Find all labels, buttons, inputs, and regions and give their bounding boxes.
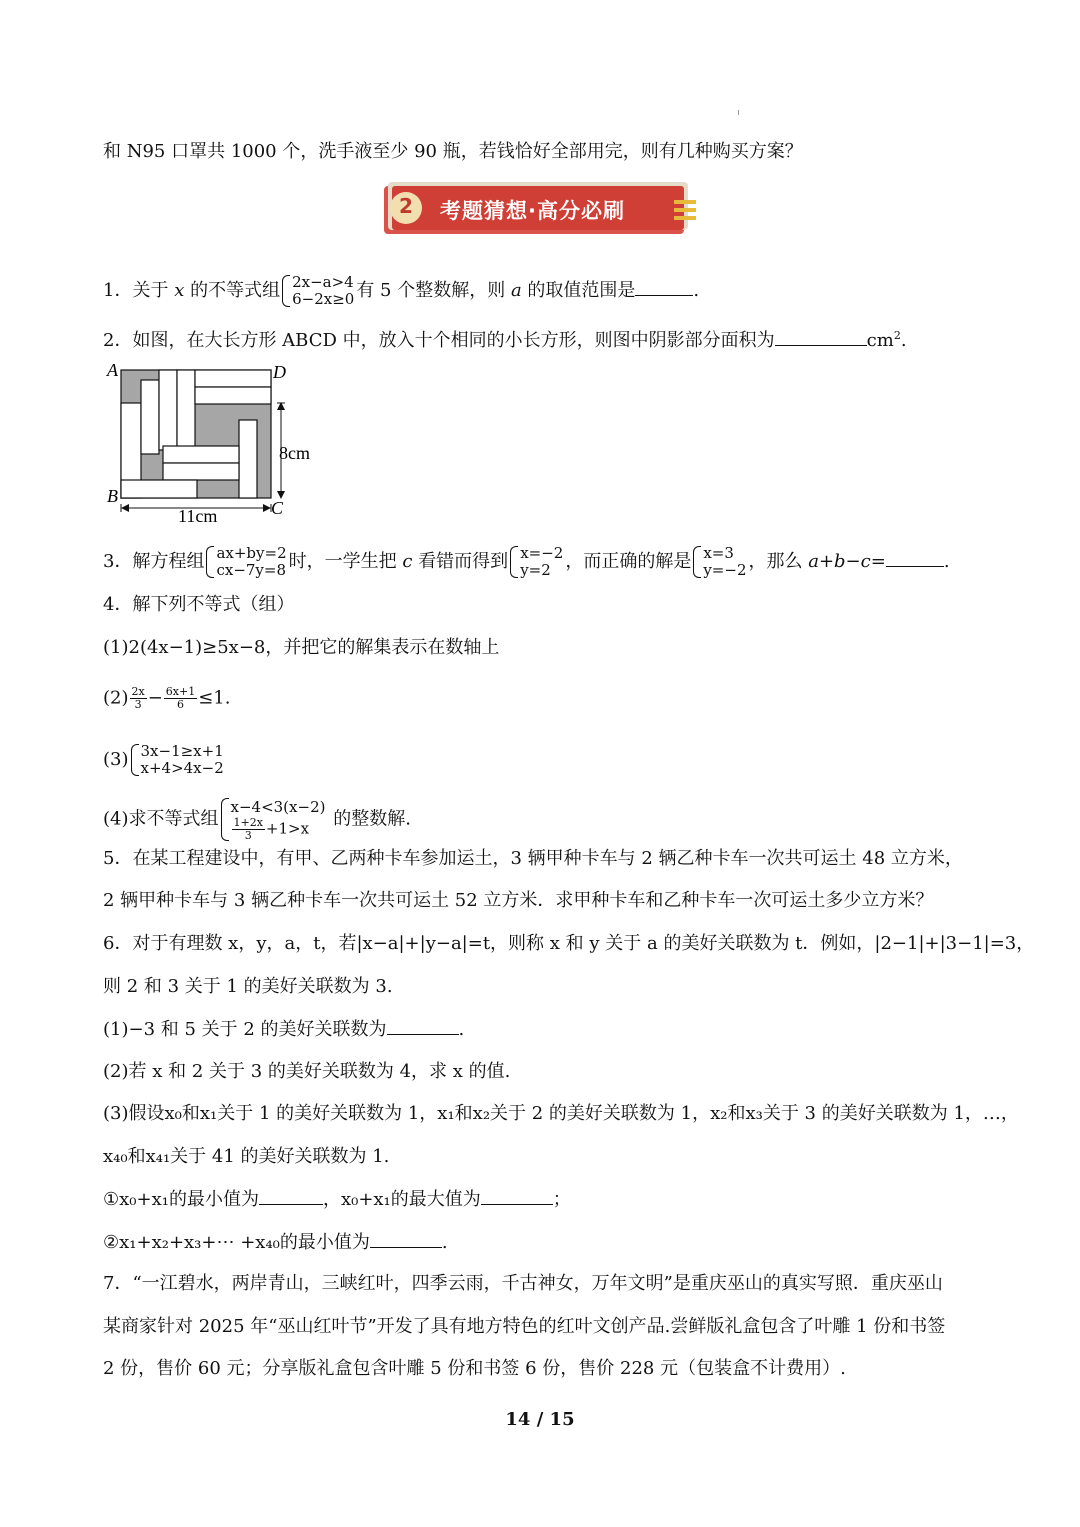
q2-end: . — [900, 330, 907, 351]
page-number: 14 / 15 — [505, 1409, 575, 1430]
q6p1-end: . — [458, 1019, 465, 1040]
q2-unit-sup: 2 — [893, 329, 901, 342]
q1-inequality-system — [282, 274, 354, 308]
q3-correct-solution — [693, 545, 746, 579]
q6s1-text-a: ①x₀+x₁的最小值为 — [103, 1189, 259, 1210]
frac-denominator: 3 — [244, 829, 252, 842]
q6s1-text-b: ，x₀+x₁的最大值为 — [322, 1189, 481, 1210]
q3-sys3-row2: y=−2 — [703, 561, 747, 579]
answer-blank[interactable] — [886, 550, 944, 567]
question-7-line-3: 2 份，售价 60 元；分享版礼盒包含叶雕 5 份和书签 6 份，售价 228 元（包装盒不计费用）. — [103, 1358, 846, 1379]
q4p3-row2: x+4>4x−2 — [140, 759, 224, 777]
label-d: D — [273, 362, 286, 382]
question-6-part-2: (2)若 x 和 2 关于 3 的美好关联数为 4，求 x 的值. — [103, 1061, 511, 1082]
rectangle-figure — [103, 358, 333, 528]
height-label: 8cm — [279, 443, 310, 463]
fraction-2x-over-3 — [130, 686, 147, 711]
q3-text-a: 3．解方程组 — [103, 551, 205, 572]
q4p2-end: ≤1. — [198, 687, 231, 709]
q3-text-e: ，那么 — [748, 551, 803, 572]
question-6-line-1: 6．对于有理数 x，y，a，t，若|x−a|+|y−a|=t，则称 x 和 y 关于 a 的美好关联数为 t．例如，|2−1|+|3−1|=3， — [103, 933, 1035, 954]
question-1 — [103, 274, 699, 308]
question-6-part-3-cont: x₄₀和x₄₁关于 41 的美好关联数为 1. — [103, 1146, 390, 1167]
q3-equation-system — [206, 545, 286, 579]
q1-var-x: x — [174, 280, 185, 301]
scan-mark — [738, 110, 739, 115]
label-a: A — [107, 360, 118, 380]
question-6-sub-2 — [103, 1231, 448, 1254]
q3-sys2-row2: y=2 — [520, 561, 551, 579]
q3-sys1-row1: ax+by=2 — [216, 544, 287, 562]
q4p4-row2 — [231, 817, 326, 842]
q4p4-row1: x−4<3(x−2) — [230, 798, 326, 816]
answer-blank[interactable] — [387, 1018, 459, 1035]
frac-denominator: 3 — [134, 698, 142, 711]
question-6-part-1 — [103, 1018, 464, 1041]
q6s2-text: ②x₁+x₂+x₃+⋯ +x₄₀的最小值为 — [103, 1232, 370, 1253]
q2-text: 2．如图，在大长方形 ABCD 中，放入十个相同的小长方形，则图中阴影部分面积为 — [103, 330, 775, 351]
q1-text-a: 1．关于 — [103, 280, 169, 301]
banner-title: 考题猜想·高分必刷 — [440, 199, 625, 223]
q3-wrong-solution — [510, 545, 563, 579]
q1-end: . — [693, 280, 700, 301]
frac-numerator: 1+2x — [233, 816, 263, 829]
question-6-sub-1 — [103, 1188, 571, 1211]
q4p3-prefix: (3) — [103, 749, 129, 770]
q6s1-end: ； — [552, 1189, 571, 1210]
q3-var-c: c — [402, 551, 413, 572]
label-c: C — [271, 498, 284, 518]
q1-text-d: 的取值范围是 — [527, 280, 636, 301]
q4p4-system — [221, 797, 326, 842]
question-4-part-4 — [103, 797, 411, 842]
question-4-title: 4．解下列不等式（组） — [103, 594, 295, 615]
q4p3-system — [131, 743, 224, 777]
q1-var-a: a — [510, 280, 522, 301]
question-5-line-1: 5．在某工程建设中，有甲、乙两种卡车参加运土，3 辆甲种卡车与 2 辆乙种卡车一次共可运土 48 立方米， — [103, 848, 963, 869]
q6s2-end: . — [441, 1232, 448, 1253]
question-2 — [103, 325, 907, 352]
answer-blank[interactable] — [259, 1188, 323, 1205]
q4p4-prefix: (4)求不等式组 — [103, 808, 219, 830]
answer-blank[interactable] — [635, 279, 693, 296]
q3-text-b: 时，一学生把 — [288, 551, 397, 572]
answer-blank[interactable] — [370, 1231, 442, 1248]
q1-text-b: 的不等式组 — [190, 280, 281, 301]
question-4-part-1: (1)2(4x−1)≥5x−8，并把它的解集表示在数轴上 — [103, 637, 500, 658]
answer-blank[interactable] — [481, 1188, 553, 1205]
q4p2-prefix: (2) — [103, 687, 129, 709]
banner-number: 2 — [399, 194, 413, 218]
section-banner — [384, 182, 700, 238]
q1-sys-row2: 6−2x≥0 — [292, 290, 355, 308]
q3-sys1-row2: cx−7y=8 — [216, 561, 287, 579]
q1-text-c: 有 5 个整数解，则 — [356, 280, 506, 301]
q3-end: . — [943, 551, 950, 572]
width-label: 11cm — [178, 506, 218, 526]
frac-denominator: 6 — [177, 698, 184, 711]
q4p4-row2-end: +1>x — [265, 819, 310, 838]
q1-sys-row1: 2x−a>4 — [292, 273, 354, 291]
question-6-part-3: (3)假设x₀和x₁关于 1 的美好关联数为 1，x₁和x₂关于 2 的美好关联数为 1，x₂和x₃关于 3 的美好关联数为 1，…， — [103, 1103, 1019, 1124]
q4p2-minus: − — [147, 687, 163, 709]
q3-text-c: 看错而得到 — [418, 551, 509, 572]
q3-sys2-row1: x=−2 — [520, 544, 564, 562]
question-5-line-2: 2 辆甲种卡车与 3 辆乙种卡车一次共可运土 52 立方米．求甲种卡车和乙种卡车一次可运土多少立方米？ — [103, 890, 934, 911]
question-3 — [103, 545, 950, 579]
q6p1-text: (1)−3 和 5 关于 2 的美好关联数为 — [103, 1019, 387, 1040]
q3-text-d: ，而正确的解是 — [565, 551, 692, 572]
fraction-6x1-over-6 — [164, 686, 197, 711]
q4p3-row1: 3x−1≥x+1 — [140, 742, 224, 760]
q4p4-end: 的整数解. — [333, 808, 411, 830]
frac-numerator: 2x — [131, 685, 145, 698]
question-7-line-2: 某商家针对 2025 年“巫山红叶节”开发了具有地方特色的红叶文创产品.尝鲜版礼盒包含了叶雕 1 份和书签 — [103, 1316, 946, 1337]
q3-sys3-row1: x=3 — [703, 544, 734, 562]
question-6-line-2: 则 2 和 3 关于 1 的美好关联数为 3. — [103, 976, 393, 997]
question-4-part-2 — [103, 686, 230, 711]
label-b: B — [107, 486, 118, 506]
q3-expression: a+b−c= — [808, 551, 886, 572]
answer-blank[interactable] — [775, 329, 867, 346]
question-7-line-1: 7．“一江碧水，两岸青山，三峡红叶，四季云雨，千古神女，万年文明”是重庆巫山的真实写照．重庆巫山 — [103, 1273, 943, 1294]
fraction-12x-over-3 — [232, 817, 265, 842]
continued-question-line: 和 N95 口罩共 1000 个，洗手液至少 90 瓶，若钱恰好全部用完，则有几种购买方案？ — [103, 141, 803, 162]
frac-numerator: 6x+1 — [165, 685, 196, 698]
question-4-part-3 — [103, 743, 226, 777]
q2-unit: cm — [866, 330, 894, 351]
